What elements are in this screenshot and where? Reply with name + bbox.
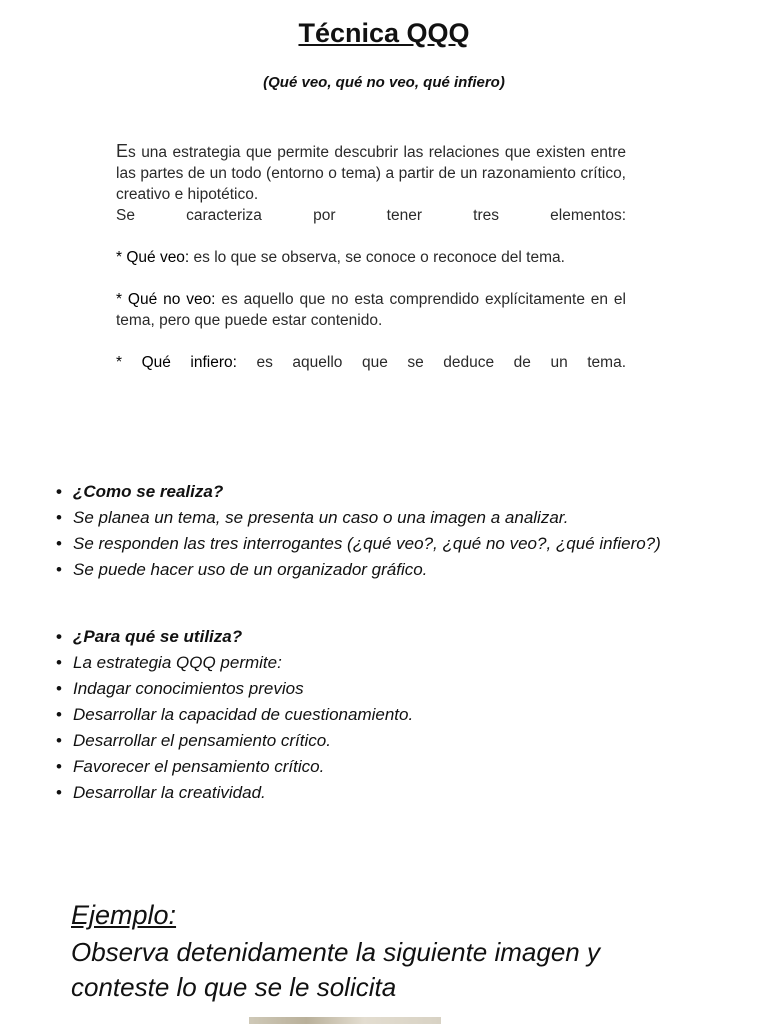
definition-text: es aquello que se deduce de un tema. bbox=[236, 354, 627, 371]
definition-que-no-veo bbox=[116, 289, 626, 331]
bullet-icon: • bbox=[56, 534, 62, 553]
bullet-icon: • bbox=[56, 705, 62, 724]
intro-section bbox=[116, 141, 626, 373]
bullet-icon: • bbox=[56, 783, 62, 802]
definition-term: * Qué infiero: bbox=[116, 354, 237, 371]
definition-term: * Qué no veo: bbox=[116, 291, 216, 308]
bullet-icon: • bbox=[56, 560, 62, 579]
intro-paragraph-text: s una estrategia que permite descubrir las relaciones que existen entre las partes de un todo (entorno o tema) a partir de un razonamiento crítico, creativo e hipotético. bbox=[116, 144, 626, 203]
list-item: • Desarrollar la creatividad. bbox=[56, 783, 266, 802]
intro-paragraph bbox=[116, 141, 626, 205]
definition-term: * Qué veo: bbox=[116, 249, 190, 266]
intro-first-letter: E bbox=[116, 141, 129, 161]
why-list bbox=[56, 627, 676, 809]
bullet-icon: • bbox=[56, 731, 62, 750]
list-item: • Se planea un tema, se presenta un caso o una imagen a analizar. bbox=[56, 508, 569, 527]
bullet-icon: • bbox=[56, 679, 62, 698]
bullet-icon: • bbox=[56, 627, 62, 646]
list-item: • Se responden las tres interrogantes (¿qué veo?, ¿qué no veo?, ¿qué infiero?) bbox=[56, 534, 661, 553]
bullet-icon: • bbox=[56, 757, 62, 776]
example-heading: Ejemplo: bbox=[71, 900, 177, 930]
why-heading: ¿Para qué se utiliza? bbox=[73, 627, 243, 646]
example-instructions: Observa detenidamente la siguiente imagen y conteste lo que se le solicita bbox=[71, 937, 600, 1002]
list-item: • Desarrollar la capacidad de cuestionamiento. bbox=[56, 705, 414, 724]
bullet-icon: • bbox=[56, 653, 62, 672]
page-title: Técnica QQQ bbox=[298, 18, 470, 48]
definition-text: es lo que se observa, se conoce o reconoce del tema. bbox=[189, 249, 565, 266]
definition-text: es aquello que no esta comprendido explícitamente en el tema, pero que puede estar contenido. bbox=[116, 291, 626, 329]
list-item: • La estrategia QQQ permite: bbox=[56, 653, 282, 672]
list-item bbox=[56, 627, 676, 646]
bullet-icon: • bbox=[56, 508, 62, 527]
how-heading: ¿Como se realiza? bbox=[73, 482, 224, 501]
definition-que-infiero bbox=[116, 352, 626, 373]
intro-elements-line: Se caracteriza por tener tres elementos: bbox=[116, 207, 626, 224]
list-item bbox=[56, 482, 676, 501]
list-item: • Se puede hacer uso de un organizador gráfico. bbox=[56, 560, 428, 579]
list-item: • Indagar conocimientos previos bbox=[56, 679, 304, 698]
example-image bbox=[249, 1017, 441, 1024]
page-subtitle: (Qué veo, qué no veo, qué infiero) bbox=[263, 74, 505, 91]
definition-que-veo bbox=[116, 247, 626, 268]
bullet-icon: • bbox=[56, 482, 62, 501]
list-item: • Desarrollar el pensamiento crítico. bbox=[56, 731, 331, 750]
list-item: • Favorecer el pensamiento crítico. bbox=[56, 757, 325, 776]
how-list bbox=[56, 482, 676, 586]
